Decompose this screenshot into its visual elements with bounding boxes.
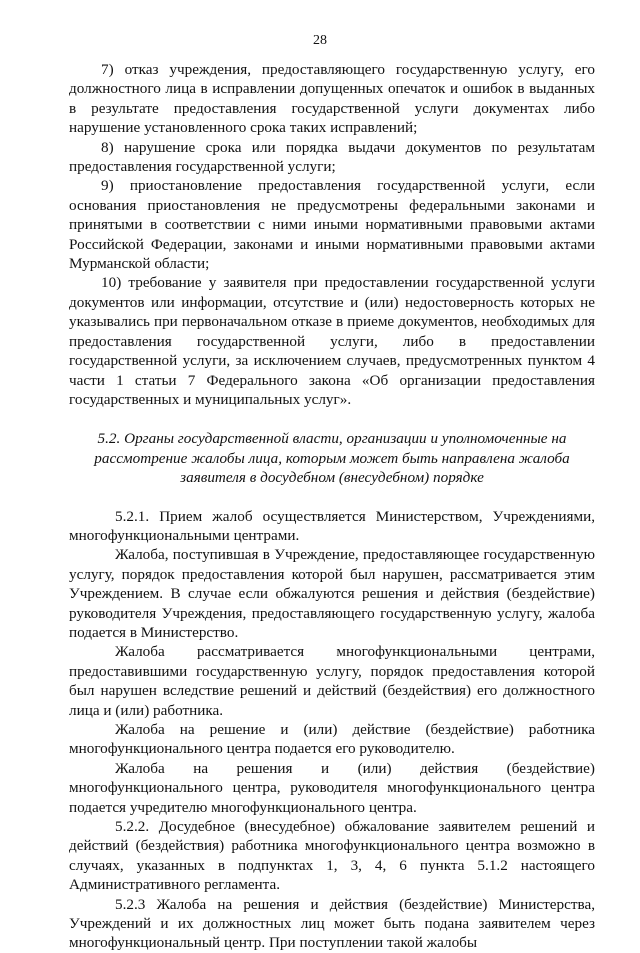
- paragraph: 5.2.1. Прием жалоб осуществляется Министерством, Учреждениями, многофункциональными центрами.: [69, 507, 595, 544]
- section-heading-line: 5.2. Органы государственной власти, организации и уполномоченные на: [97, 430, 567, 448]
- list-item: 7) отказ учреждения, предоставляющего государственную услугу, его должностного лица в исправлении допущенных опечаток и ошибок в выданных в результате предоставления государственной услуги документах либо нарушение установленного срока таких исправлений;: [69, 61, 595, 137]
- page-number: 28: [313, 33, 327, 48]
- paragraph: 5.2.3 Жалоба на решения и действия (бездействие) Министерства, Учреждений и их должностных лиц может быть подана заявителем через многофункциональный центр. При поступлении такой жалобы: [69, 895, 595, 952]
- document-body: [69, 60, 595, 953]
- paragraph: Жалоба на решения и (или) действия (бездействие) многофункционального центра, руководителя многофункционального центра подается учредителю многофункционального центра.: [69, 759, 595, 816]
- list-item: 9) приостановление предоставления государственной услуги, если основания приостановления не предусмотрены федеральными законами и принятыми в соответствии с ними иными нормативными правовыми актами Российской Федерации, законами и иными нормативными правовыми актами Мурманской области;: [69, 177, 595, 273]
- paragraph: Жалоба, поступившая в Учреждение, предоставляющее государственную услугу, порядок предоставления которой был нарушен, рассматривается этим Учреждением. В случае если обжалуются решения и действия (бездействие) руководителя Учреждения, предоставляющего государственную услугу, жалоба подается в Министерство.: [69, 546, 595, 641]
- paragraph: 5.2.2. Досудебное (внесудебное) обжалование заявителем решений и действий (бездействия) работника многофункционального центра возможно в случаях, указанных в подпунктах 1, 3, 4, 6 пункта 5.1.2 настоящего Административного регламента.: [69, 818, 595, 894]
- section-heading-line: рассмотрение жалобы лица, которым может быть направлена жалоба: [94, 449, 570, 467]
- paragraph: Жалоба на решение и (или) действие (бездействие) работника многофункционального центра подается его руководителю.: [69, 721, 595, 758]
- section-heading: [69, 429, 595, 487]
- list-item: 8) нарушение срока или порядка выдачи документов по результатам предоставления государственной услуги;: [69, 138, 595, 176]
- list-item: 10) требование у заявителя при предоставлении государственной услуги документов или информации, отсутствие и (или) недостоверность которых не указывались при первоначальном отказе в приеме документов, необходимых для предоставления государственной услуги, либо в предоставлении государственной услуги, за исключением случаев, предусмотренных пунктом 4 части 1 статьи 7 Федерального закона «Об организации предоставления государственных и муниципальных услуг».: [69, 274, 595, 408]
- section-heading-line: заявителя в досудебном (внесудебном) порядке: [180, 469, 484, 487]
- paragraph: Жалоба рассматривается многофункциональными центрами, предоставившими государственную услугу, порядок предоставления которой был нарушен вследствие решений и действий (бездействия) его должностного лица и (или) работника.: [69, 643, 595, 719]
